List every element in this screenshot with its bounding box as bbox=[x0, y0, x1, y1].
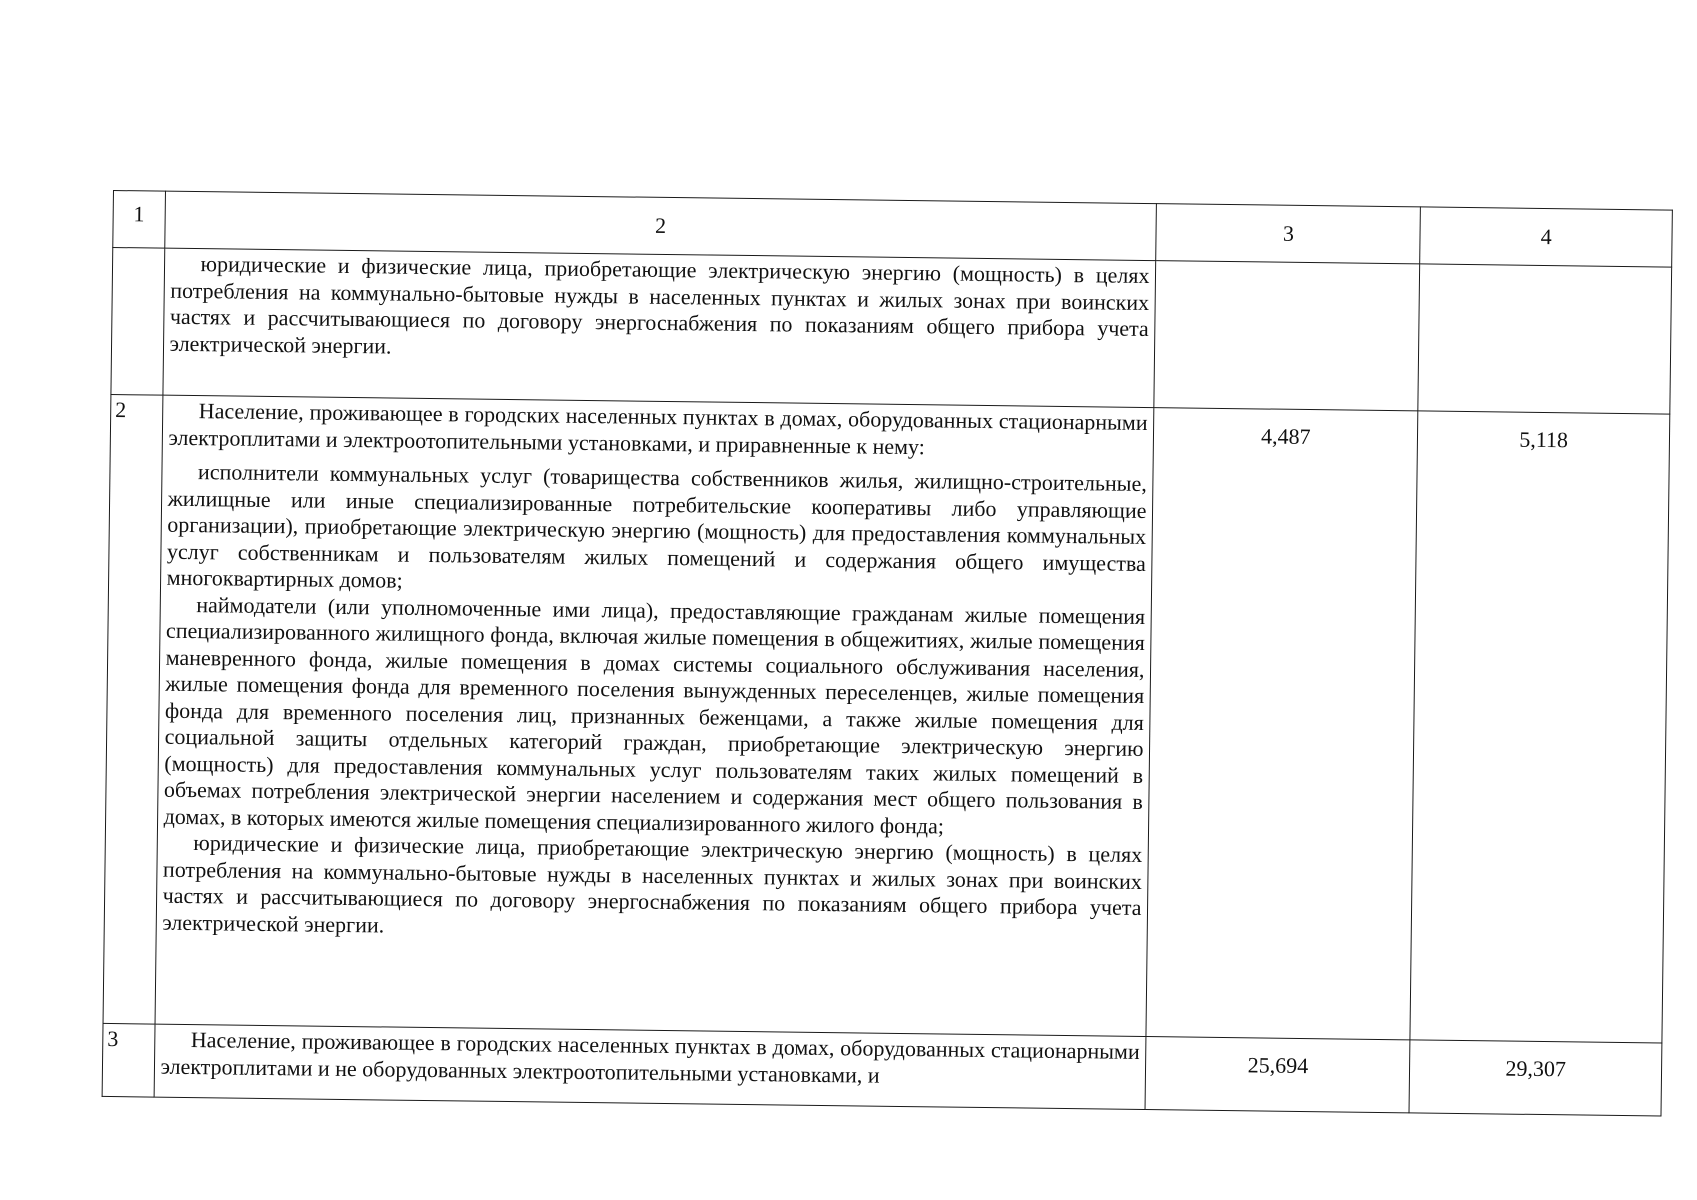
row-value-col-3: 4,487 bbox=[1146, 408, 1418, 1040]
tariff-table bbox=[102, 190, 1673, 1117]
row-paragraph: исполнители коммунальных услуг (товарищества собственников жилья, жилищно-строительные, жилищные или иные специализированные потребительские кооперативы либо управляющие организации), приобретающие электрическую энергию (мощность) для предоставления коммунальных услуг собственникам и пользователям жилых помещений и содержания общего имущества многоквартирных домов; bbox=[166, 459, 1147, 593]
row-paragraph: юридические и физические лица, приобретающие электрическую энергию (мощность) в целях потребления на коммунально-бытовые нужды в населенных пунктах и жилых зонах при воинских частях и рассчитывающиеся по договору энергоснабжения по показаниям общего прибора учета электрической энергии. bbox=[162, 830, 1143, 937]
row-value-col-3 bbox=[1154, 261, 1420, 411]
header-col-4: 4 bbox=[1420, 207, 1672, 267]
row-paragraph: юридические и физические лица, приобретающие электрическую энергию (мощность) в целях потребления на коммунально-бытовые нужды в населенных пунктах и жилых зонах при воинских частях и рассчитывающиеся по договору энергоснабжения по показаниям общего прибора учета электрической энергии. bbox=[169, 251, 1150, 359]
row-description bbox=[155, 395, 1155, 1036]
row-description bbox=[162, 248, 1156, 407]
header-col-2: 2 bbox=[164, 191, 1157, 260]
row-value-col-3: 25,694 bbox=[1145, 1037, 1410, 1113]
row-paragraph: Население, проживающее в городских населенных пунктах в домах, оборудованных стационарными электроплитами и не оборудованных электроотопительными установками, и bbox=[160, 1027, 1140, 1088]
header-col-1: 1 bbox=[113, 191, 165, 249]
row-paragraph: наймодатели (или уполномоченные ими лица), предоставляющие гражданам жилые помещения специализированного жилищного фонда, включая жилые помещения в общежитиях, жилые помещения маневренного фонда, жилые помещения в домах системы социального обслуживания населения, жилые помещения фонда для временного поселения вынужденных переселенцев, жилые помещения фонда для временного поселения лиц, признанных беженцами, а также жилые помещения для социальной защиты отдельных категорий граждан, приобретающие электрическую энергию (мощность) для предоставления коммунальных услуг пользователям таких жилых помещений в объемах потребления электрической энергии населением и содержания мест общего пользования в домах, в которых имеются жилые помещения специализированного жилого фонда; bbox=[163, 591, 1146, 838]
row-value-col-4 bbox=[1418, 264, 1671, 414]
row-number: 3 bbox=[102, 1023, 154, 1097]
table-row bbox=[103, 394, 1670, 1043]
row-number: 2 bbox=[103, 394, 162, 1024]
row-value-col-4: 29,307 bbox=[1409, 1040, 1662, 1116]
row-description-clip bbox=[160, 1027, 1139, 1093]
row-value-col-4: 5,118 bbox=[1410, 411, 1669, 1043]
row-paragraph: Население, проживающее в городских населенных пунктах в домах, оборудованных стационарными электроплитами и электроотопительными установками, и приравненные к нему: bbox=[168, 398, 1148, 459]
row-number bbox=[111, 248, 164, 396]
table-row bbox=[111, 248, 1672, 415]
header-col-3: 3 bbox=[1156, 204, 1421, 264]
row-description bbox=[154, 1024, 1147, 1109]
